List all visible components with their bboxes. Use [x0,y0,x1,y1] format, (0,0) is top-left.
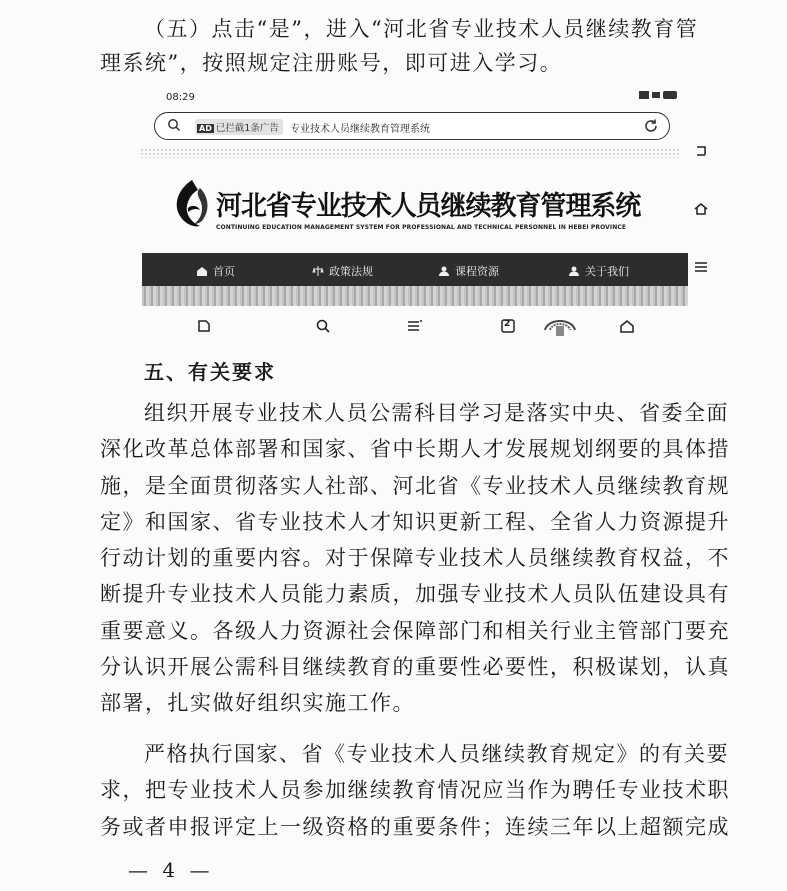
text-line: 严格执行国家、省《专业技术人员继续教育规定》的有关要 [144,742,729,766]
search-icon[interactable] [315,318,331,334]
text-line: 组织开展专业技术人员公需科目学习是落实中央、省委全面 [144,401,729,425]
logo-icon [170,178,214,230]
text-line: 务或者申报评定上一级资格的重要条件；连续三年以上超额完成 [100,814,730,839]
blocked-ads-notice [195,119,283,135]
step-paragraph [100,12,700,80]
body-paragraph-2 [100,736,730,845]
text-line: 部署，扎实做好组织实施工作。 [100,691,415,716]
step-line-1: （五）点击“是”，进入“河北省专业技术人员继续教育管 [144,17,699,41]
search-icon [167,118,181,132]
text-line: 施，是全面贯彻落实人社部、河北省《专业技术人员继续教育规 [100,473,730,498]
text-line: 求，把专业技术人员参加继续教育情况应当作为聘任专业技术职 [100,778,730,803]
section-heading: 五、有关要求 [144,360,276,384]
user-icon [568,265,580,277]
blocked-ads-text: 已拦截1条广告 [215,123,279,134]
battery-icon [638,90,678,100]
nav-home-label: 首页 [213,265,235,278]
menu-icon[interactable] [406,318,422,334]
text-line: 深化改革总体部署和国家、省中长期人才发展规划纲要的具体措 [100,437,730,462]
phone-screenshot [140,88,700,343]
user-icon [438,265,450,277]
nav-about[interactable] [568,263,629,279]
step-line-2: 理系统”，按照规定注册账号，即可进入学习。 [100,51,563,75]
site-name: 河北省专业技术人员继续教育管理系统 [216,191,641,222]
refresh-icon[interactable] [643,118,659,134]
text-line: 分认识开展公需科目继续教育的重要性必要性，积极谋划，认真 [100,655,730,680]
page-number: — 4 — [128,858,214,882]
tabs-count: 2 [504,319,511,329]
status-time: 08:29 [166,92,195,103]
nav-courses-label: 课程资源 [455,265,499,278]
browser-toolbar [140,314,700,338]
address-bar[interactable] [154,112,670,140]
page-divider [140,148,680,158]
menu-icon[interactable] [693,259,709,275]
text-line: 行动计划的重要内容。对于保障专业技术人员继续教育权益，不 [100,546,730,571]
nav-home[interactable] [196,263,235,279]
home-icon[interactable] [693,201,709,217]
banner-image [142,286,688,306]
nav-courses[interactable] [438,263,499,279]
nav-about-label: 关于我们 [585,265,629,278]
address-text: 专业技术人员继续教育管理系统 [290,124,430,135]
nav-policy[interactable] [312,263,373,279]
scale-icon [312,265,324,277]
avatar[interactable] [540,312,580,338]
text-line: 重要意义。各级人力资源社会保障部门和相关行业主管部门要充 [100,618,730,643]
text-line: 断提升专业技术人员能力素质，加强专业技术人员队伍建设具有 [100,582,730,607]
body-paragraph-1 [100,395,730,722]
back-icon[interactable] [196,318,212,334]
home-icon[interactable] [619,318,635,334]
text-line: 定》和国家、省专业技术人才知识更新工程、全省人力资源提升 [100,509,730,534]
site-nav [142,253,688,286]
site-name-english: CONTINUING EDUCATION MANAGEMENT SYSTEM FOR PROFESSIONAL AND TECHNICAL PERSONNEL IN HEBEI PROVINCE [216,224,627,231]
house-icon [196,265,208,277]
share-icon[interactable] [693,143,709,159]
ad-badge: AD [199,124,212,133]
nav-policy-label: 政策法规 [329,265,373,278]
